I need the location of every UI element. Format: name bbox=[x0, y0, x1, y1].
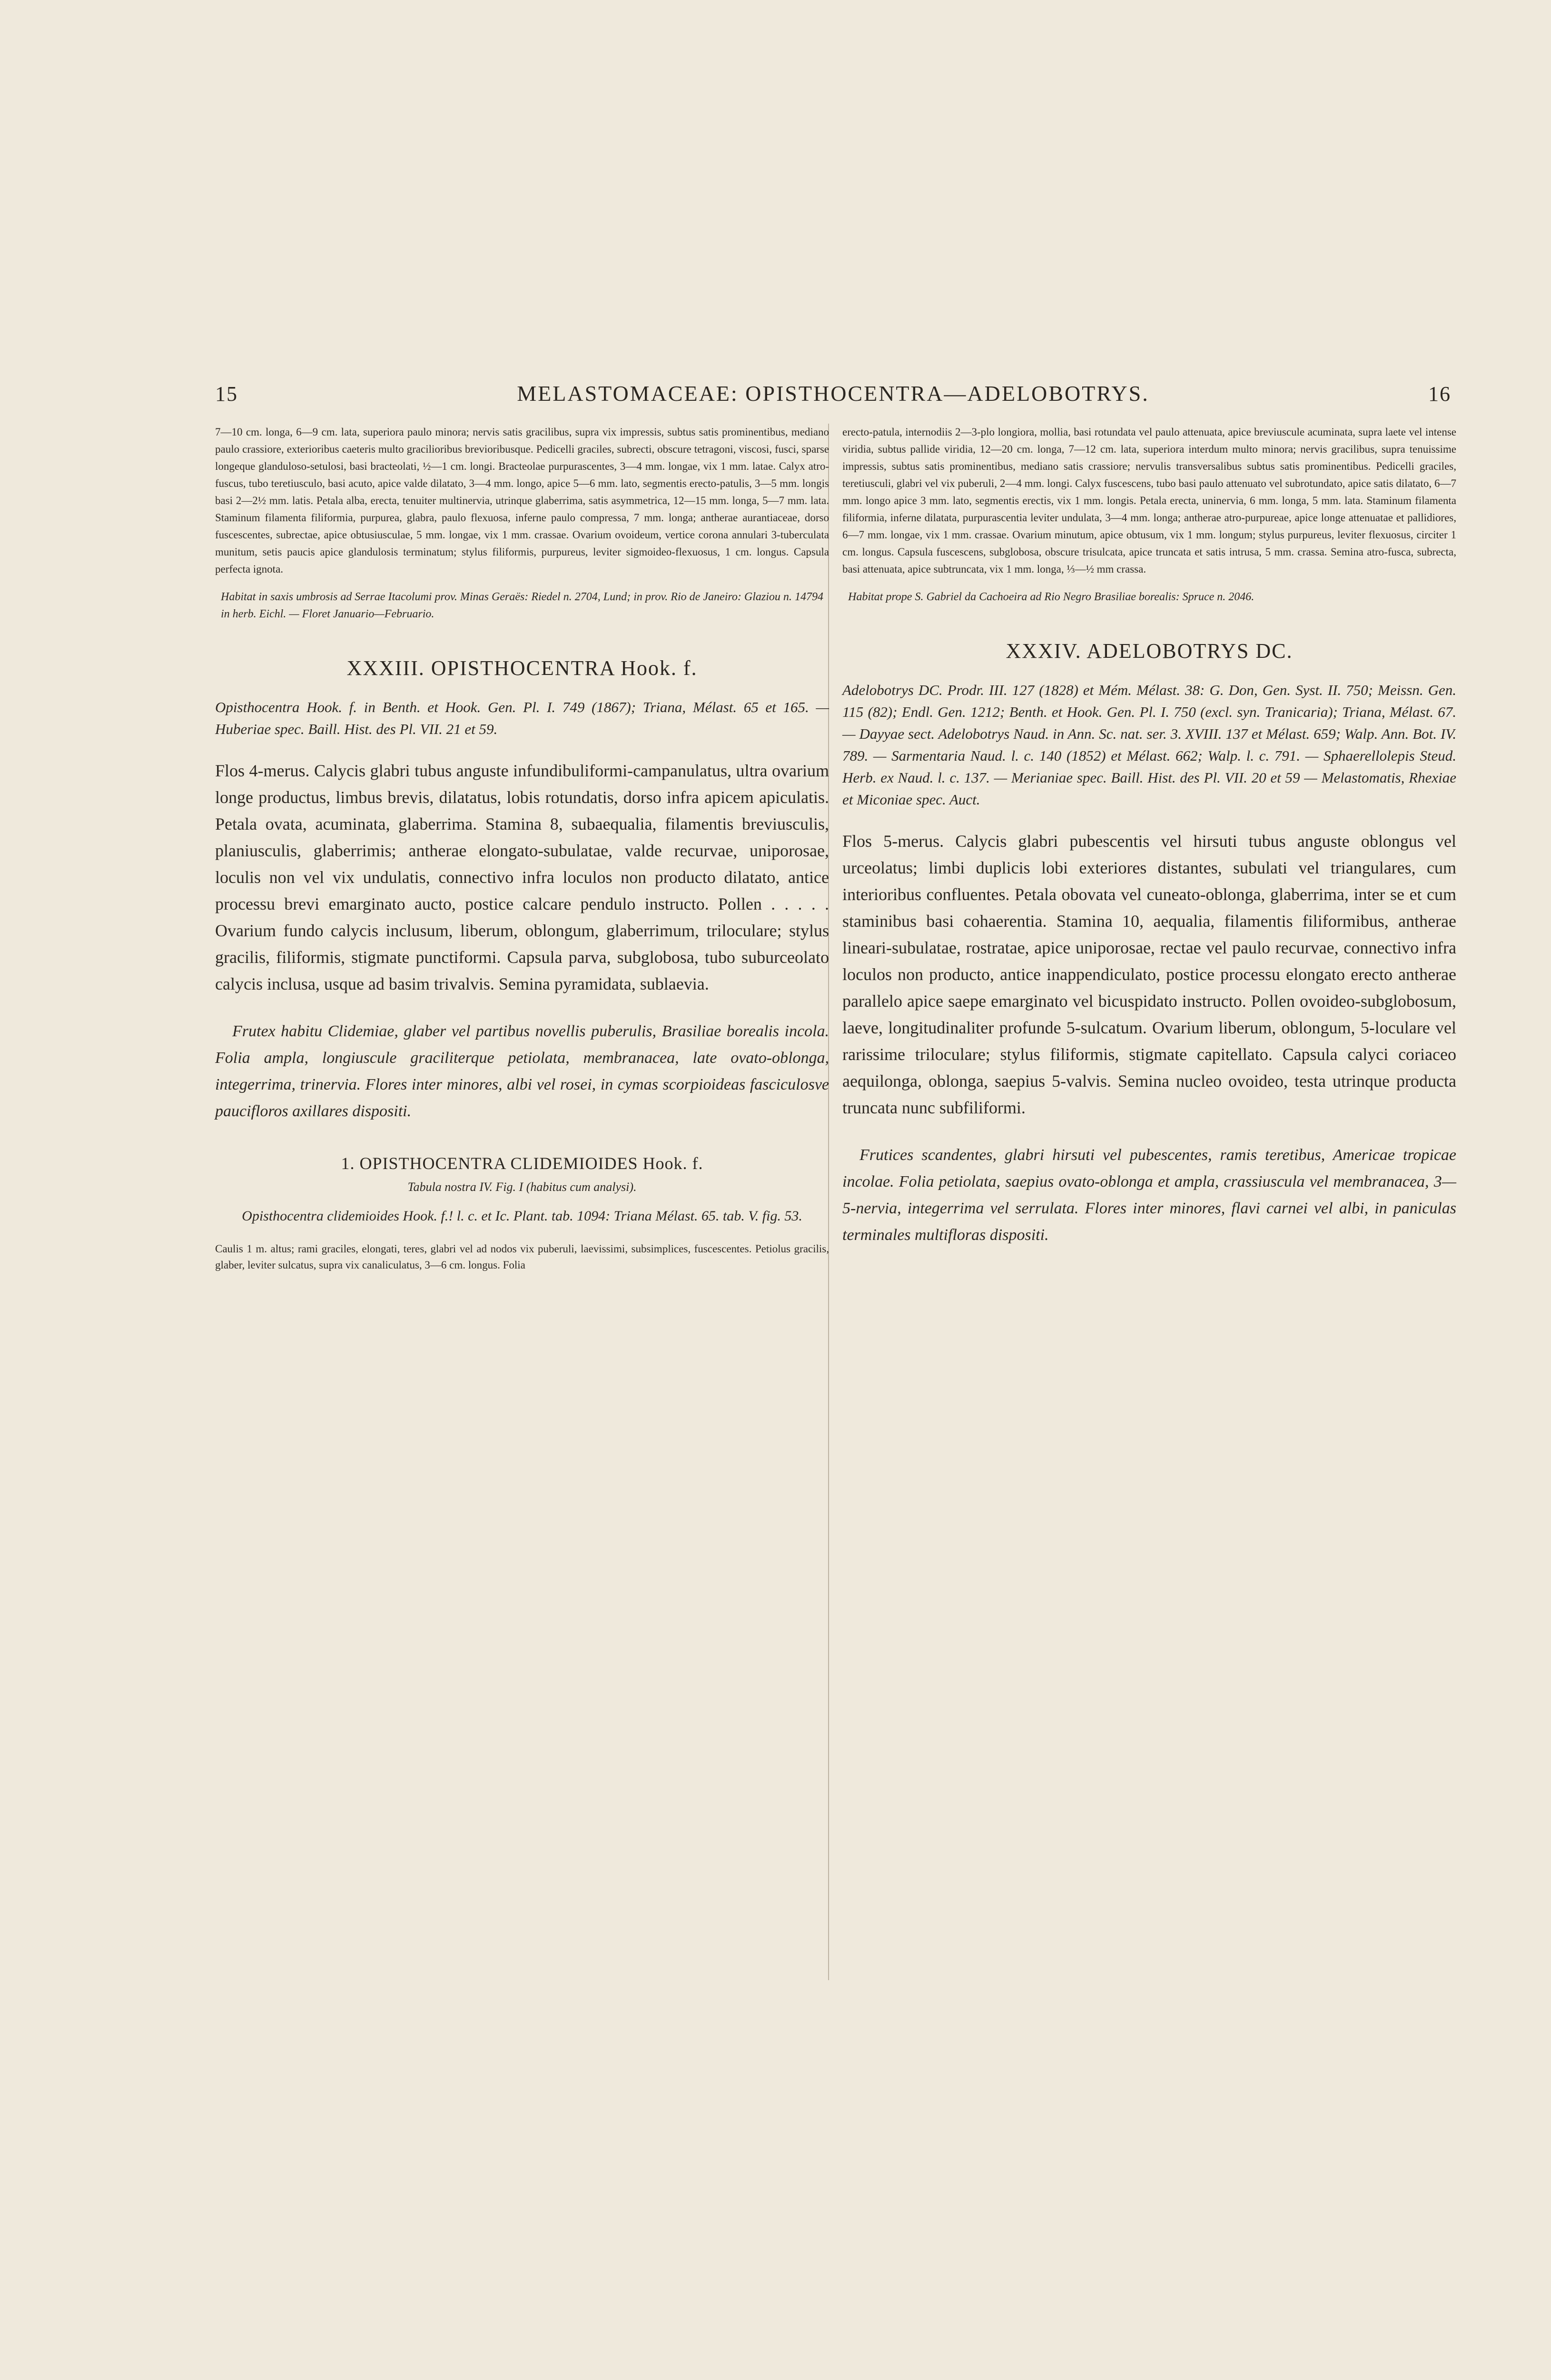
left-column bbox=[215, 424, 829, 1273]
species-reference: Opisthocentra clidemioides Hook. f.! l. c. et Ic. Plant. tab. 1094: Triana Mélast. 65. tab. V. fig. 53. bbox=[242, 1208, 802, 1224]
genus-description: Flos 4-merus. Calycis glabri tubus anguste infundibuliformi-campanulatus, ultra ovarium longe productus, limbus brevis, dilatatus, lobis rotundatis, dorso infra apicem apiculatis. Petala ovata, acuminata, glaberrima. Stamina 8, subaequalia, filamentis breviusculis, planiusculis, glaberrimis; antherae elongato-subulatae, valde recurvae, uniporosae, loculis non vel vix undulatis, connectivo infra loculos non producto dilatato, antice processu brevi emarginato aucto, postice calcare pendulo instructo. Pollen . . . . . Ovarium fundo calycis inclusum, liberum, oblongum, glaberrimum, triloculare; stylus gracilis, filiformis, stigmate punctiformi. Capsula parva, subglobosa, tubo suburceolato calycis inclusa, usque ad basim trivalvis. Semina pyramidata, sublaevia. bbox=[215, 761, 829, 993]
genus-habit: Frutex habitu Clidemiae, glaber vel partibus novellis puberulis, Brasiliae borealis incola. Folia ampla, longiuscule graciliterque petiolata, membranacea, late ovato-oblonga, integerrima, trinervia. Flores inter minores, albi vel rosei, in cymas scorpioideas fasciculosve paucifloros axillares dispositi. bbox=[215, 1022, 829, 1120]
genus-description: Flos 5-merus. Calycis glabri pubescentis vel hirsuti tubus anguste oblongus vel urceolatus; limbi duplicis lobi exteriores distantes, subulati vel triangulares, cum interioribus confluentes. Petala obovata vel cuneato-oblonga, glaberrima, inter se et cum staminibus basi cohaerentia. Stamina 10, aequalia, filamentis filiformibus, antherae lineari-subulatae, rostratae, apice uniporosae, rectae vel paulo recurvae, connectivo infra loculos non producto, antice inappendiculato, postice processu elongato erecto antherae parallelo apice saepe emarginato vel bicuspidato instructo. Pollen ovoideo-subglobosum, laeve, longitudinaliter profunde 5-sulcatum. Ovarium liberum, oblongum, 5-loculare vel rarissime triloculare; stylus filiformis, stigmate capitellato. Capsula calyci coriaceo aequilonga, oblonga, saepius 5-valvis. Semina nucleo ovoideo, testa utrinque producta truncata nunc subfiliformi. bbox=[842, 832, 1456, 1117]
species-description-continued: erecto-patula, internodiis 2—3-plo longiora, mollia, basi rotundata vel paulo attenuata, apice breviuscule acuminata, supra laete vel intense viridia, subtus pallide viridia, 12—20 cm. longa, 7—12 cm. lata, superiora interdum multo minora; nervis gracilibus, supra tenuissime impressis, subtus satis prominentibus, mediano satis crassiore; nervulis transversalibus subtus satis prominentibus. Pedicelli graciles, teretiusculi, glabri vel vix puberuli, 2—4 mm. longi. Calyx fuscescens, tubo basi paulo attenuato vel subrotundato, apice satis dilatato, 6—7 mm. longo apice 3 mm. lato, segmentis erectis, vix 1 mm. longis. Petala erecta, uninervia, 6 mm. longa, 5 mm. lata. Staminum filamenta filiformia, inferne dilatata, purpurascentia leviter undulata, 3—4 mm. longa; antherae atro-purpureae, apice longe attenuatae et pallidiores, 6—7 mm. longae, vix 1 mm. crassae. Ovarium minutum, apice obtusum, vix 1 mm. longum; stylus purpureus, leviter flexuosus, circiter 1 cm. longus. Capsula fuscescens, subglobosa, obscure trisulcata, apice truncata et satis intrusa, 5 mm. crassa. Semina atro-fusca, subrecta, basi attenuata, apice subtruncata, vix 1 mm. longa, ⅓—½ mm crassa. bbox=[842, 426, 1456, 575]
species-heading: 1. OPISTHOCENTRA CLIDEMIOIDES Hook. f. bbox=[341, 1154, 703, 1173]
genus-synonymy: Adelobotrys DC. Prodr. III. 127 (1828) et Mém. Mélast. 38: G. Don, Gen. Syst. II. 750; Meissn. Gen. 115 (82); Endl. Gen. 1212; Benth. et Hook. Gen. Pl. I. 750 (excl. syn. Tranicaria); Triana, Mélast. 67. — Dayyae sect. Adelobotrys Naud. in Ann. Sc. nat. ser. 3. XVIII. 137 et Mélast. 659; Walp. Ann. Bot. IV. 789. — Sarmentaria Naud. l. c. 140 (1852) et Mélast. 662; Walp. l. c. 791. — Sphaerellolepis Steud. Herb. ex Naud. l. c. 137. — Merianiae spec. Baill. Hist. des Pl. VII. 20 et 59 — Melastomatis, Rhexiae et Miconiae spec. Auct. bbox=[842, 682, 1456, 808]
page-number-left: 15 bbox=[215, 382, 238, 406]
genus-synonymy: Opisthocentra Hook. f. in Benth. et Hook. Gen. Pl. I. 749 (1867); Triana, Mélast. 65 et 165. — Huberiae spec. Baill. Hist. des Pl. VII. 21 et 59. bbox=[215, 699, 829, 737]
page-number-right: 16 bbox=[1428, 382, 1451, 406]
running-title: MELASTOMACEAE: OPISTHOCENTRA—ADELOBOTRYS. bbox=[517, 381, 1149, 406]
right-column bbox=[842, 424, 1456, 1249]
genus-habit: Frutices scandentes, glabri hirsuti vel pubescentes, ramis teretibus, Americae tropicae incolae. Folia petiolata, saepius ovato-oblonga et ampla, crassiuscula vel membranacea, 3—5-nervia, integerrima vel serrulata. Flores inter minores, flavi carnei vel albi, in paniculas terminales multifloras dispositi. bbox=[842, 1146, 1456, 1244]
plate-reference: Tabula nostra IV. Fig. I (habitus cum analysi). bbox=[407, 1180, 637, 1194]
species-description: Caulis 1 m. altus; rami graciles, elongati, teres, glabri vel ad nodos vix puberuli, laevissimi, subsimplices, fuscescentes. Petiolus gracilis, glaber, leviter sulcatus, supra vix canaliculatus, 3—6 cm. longus. Folia bbox=[215, 1243, 829, 1271]
genus-heading: XXXIII. OPISTHOCENTRA Hook. f. bbox=[346, 656, 698, 680]
habitat-note: Habitat in saxis umbrosis ad Serrae Itacolumi prov. Minas Geraës: Riedel n. 2704, Lund; in prov. Rio de Janeiro: Glaziou n. 14794 in herb. Eichl. — Floret Januario—Februario. bbox=[221, 591, 823, 620]
genus-heading: XXXIV. ADELOBOTRYS DC. bbox=[1006, 639, 1293, 663]
habitat-note: Habitat prope S. Gabriel da Cachoeira ad Rio Negro Brasiliae borealis: Spruce n. 2046. bbox=[848, 591, 1255, 603]
species-description-continued: 7—10 cm. longa, 6—9 cm. lata, superiora paulo minora; nervis satis gracilibus, supra vix impressis, subtus satis prominentibus, mediano paulo crassiore, exterioribus caeteris multo gracilioribus brevioribusque. Pedicelli graciles, subrecti, obscure tetragoni, viscosi, fusci, sparse longeque glanduloso-setulosi, basi bracteolati, ½—1 cm. longi. Bracteolae purpurascentes, 3—4 mm. longae, vix 1 mm. latae. Calyx atro-fuscus, tubo teretiusculo, basi acuto, apice valde dilatato, 3—4 mm. longo, apice 5—6 mm. lato, segmentis erecto-patulis, 3—5 mm. longis basi 2—2½ mm. latis. Petala alba, erecta, tenuiter multinervia, utrinque glaberrima, satis asymmetrica, 12—15 mm. longa, 5—7 mm. lata. Staminum filamenta filiformia, purpurea, glabra, paulo flexuosa, inferne paulo compressa, 7 mm. longa; antherae aurantiaceae, dorso fuscescentes, subrectae, apice obtusiusculae, 5 mm. longae, vix 1 mm. crassae. Ovarium ovoideum, vertice corona annulari 3-tuberculata munitum, setis paucis apice glandulosis terminatum; stylus filiformis, purpureus, leviter sigmoideo-flexuosus, 1 cm. longus. Capsula perfecta ignota. bbox=[215, 426, 829, 575]
running-header bbox=[215, 381, 1451, 409]
